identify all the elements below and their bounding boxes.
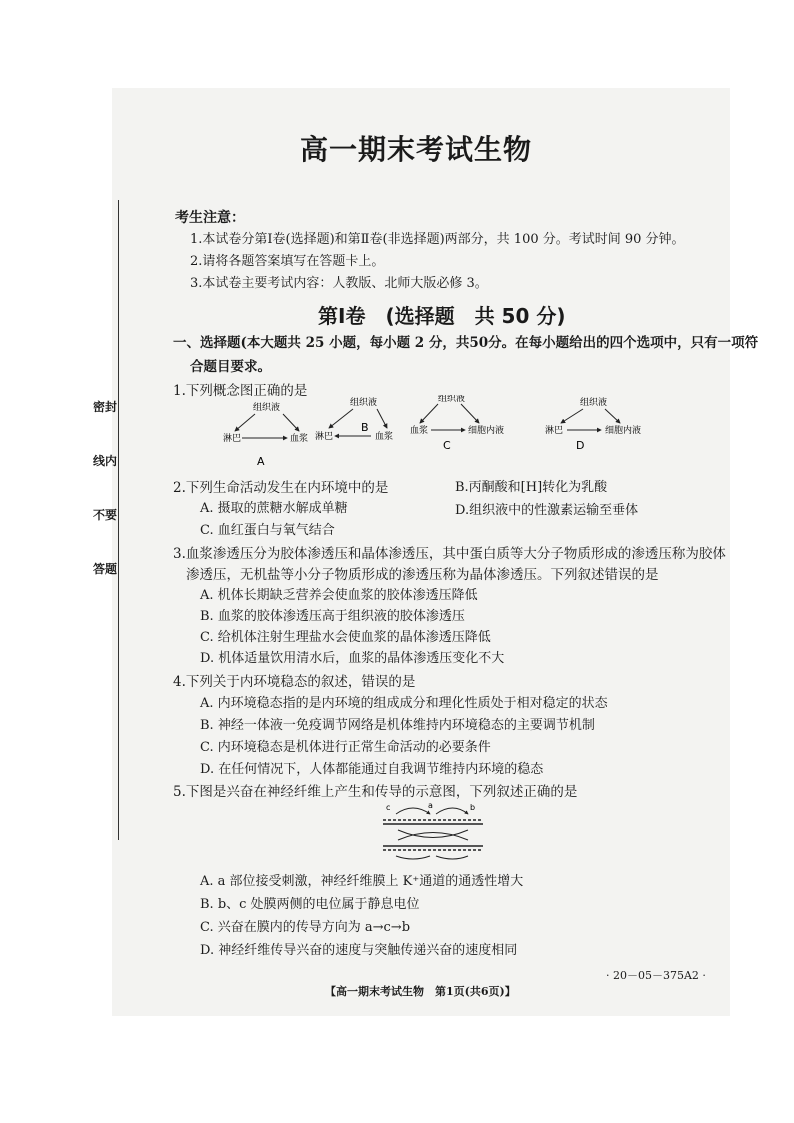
- q5-label-c: c: [386, 803, 391, 812]
- section-heading: 第Ⅰ卷 (选择题 共 50 分): [318, 304, 566, 328]
- q5-label-b: b: [470, 803, 476, 812]
- q1-stem: 1.下列概念图正确的是: [173, 383, 308, 399]
- q5-stem: 5.下图是兴奋在神经纤维上产生和传导的示意图，下列叙述正确的是: [173, 784, 578, 800]
- section-instructions-1: 一、选择题(本大题共 25 小题，每小题 2 分，共50分。在每小题给出的四个选项中，只有一项符: [173, 335, 759, 351]
- q2-stem: 2.下列生命活动发生在内环境中的是: [173, 480, 389, 496]
- q1-concept-diagrams: [195, 395, 695, 470]
- q5-label-a: a: [428, 801, 433, 810]
- q4-option-b: B. 神经一体液一免疫调节网络是机体维持内环境稳态的主要调节机制: [200, 718, 595, 733]
- q1-option-d-letter: D: [576, 439, 585, 452]
- q5-option-d: D. 神经纤维传导兴奋的速度与突触传递兴奋的速度相同: [200, 943, 518, 958]
- q1-option-b-letter: B: [361, 421, 369, 434]
- notice-heading: 考生注意：: [175, 210, 245, 226]
- q4-option-d: D. 在任何情况下，人体都能通过自我调节维持内环境的稳态: [200, 762, 544, 777]
- q4-option-c: C. 内环境稳态是机体进行正常生命活动的必要条件: [200, 740, 491, 755]
- q3-option-c: C. 给机体注射生理盐水会使血浆的晶体渗透压降低: [200, 630, 491, 645]
- q3-option-d: D. 机体适量饮用清水后，血浆的晶体渗透压变化不大: [200, 651, 505, 666]
- q1-diagram-b: [315, 396, 393, 442]
- q1-b-lymph-label: 淋巴: [315, 432, 334, 442]
- q4-stem: 4.下列关于内环境稳态的叙述，错误的是: [173, 674, 416, 690]
- q1-b-tissue-label: 组织液: [350, 398, 378, 408]
- paper-code: · 20－05－375A2 ·: [606, 969, 706, 982]
- q2-option-b: B.丙酮酸和[H]转化为乳酸: [455, 480, 608, 495]
- notice-item-1: 1.本试卷分第Ⅰ卷(选择题)和第Ⅱ卷(非选择题)两部分，共 100 分。考试时间 90 分钟。: [190, 232, 685, 247]
- notice-item-2: 2.请将各题答案填写在答题卡上。: [190, 254, 385, 269]
- page-footer: 【高一期末考试生物 第1页(共6页)】: [325, 985, 516, 998]
- q5-option-a: A. a 部位接受刺激，神经纤维膜上 K⁺通道的通透性增大: [200, 874, 524, 889]
- q5-option-b: B. b、c 处膜两侧的电位属于静息电位: [200, 897, 420, 912]
- q1-d-lymph-label: 淋巴: [545, 426, 564, 436]
- q1-diagram-d: [545, 396, 641, 452]
- q3-stem-1: 3.血浆渗透压分为胶体渗透压和晶体渗透压，其中蛋白质等大分子物质形成的渗透压称为胶体: [173, 546, 726, 562]
- notice-item-3: 3.本试卷主要考试内容：人教版、北师大版必修 3。: [190, 276, 488, 291]
- q1-a-lymph-label: 淋巴: [223, 434, 242, 444]
- q5-nerve-fiber-diagram: [378, 800, 488, 862]
- q4-option-a: A. 内环境稳态指的是内环境的组成成分和理化性质处于相对稳定的状态: [200, 696, 608, 711]
- binding-text: 密封线内不要答题: [92, 400, 117, 576]
- q1-option-c-letter: C: [443, 439, 451, 452]
- q1-a-plasma-label: 血浆: [290, 434, 309, 444]
- q3-option-b: B. 血浆的胶体渗透压高于组织液的胶体渗透压: [200, 609, 465, 624]
- section-instructions-2: 合题目要求。: [190, 359, 271, 375]
- q1-d-tissue-label: 组织液: [580, 398, 608, 408]
- q2-option-d: D.组织液中的性激素运输至垂体: [455, 503, 639, 518]
- q1-c-intracellular-label: 细胞内液: [468, 426, 505, 436]
- q1-d-intracellular-label: 细胞内液: [605, 426, 642, 436]
- page-title: 高一期末考试生物: [300, 133, 533, 166]
- q3-stem-2: 渗透压，无机盐等小分子物质形成的渗透压称为晶体渗透压。下列叙述错误的是: [186, 567, 659, 583]
- q3-option-a: A. 机体长期缺乏营养会使血浆的胶体渗透压降低: [200, 588, 478, 603]
- q1-option-a-letter: A: [257, 455, 265, 468]
- q2-option-c: C. 血红蛋白与氧气结合: [200, 523, 335, 538]
- q2-option-a: A. 摄取的蔗糖水解成单糖: [200, 501, 348, 516]
- q1-diagram-a: [223, 401, 308, 468]
- q1-b-plasma-label: 血浆: [375, 432, 394, 442]
- q1-diagram-c: [410, 395, 504, 452]
- q1-a-tissue-label: 组织液: [253, 403, 281, 413]
- q1-c-tissue-label: 组织液: [438, 395, 466, 404]
- q1-c-plasma-label: 血浆: [410, 426, 429, 436]
- q5-option-c: C. 兴奋在膜内的传导方向为 a→c→b: [200, 920, 411, 935]
